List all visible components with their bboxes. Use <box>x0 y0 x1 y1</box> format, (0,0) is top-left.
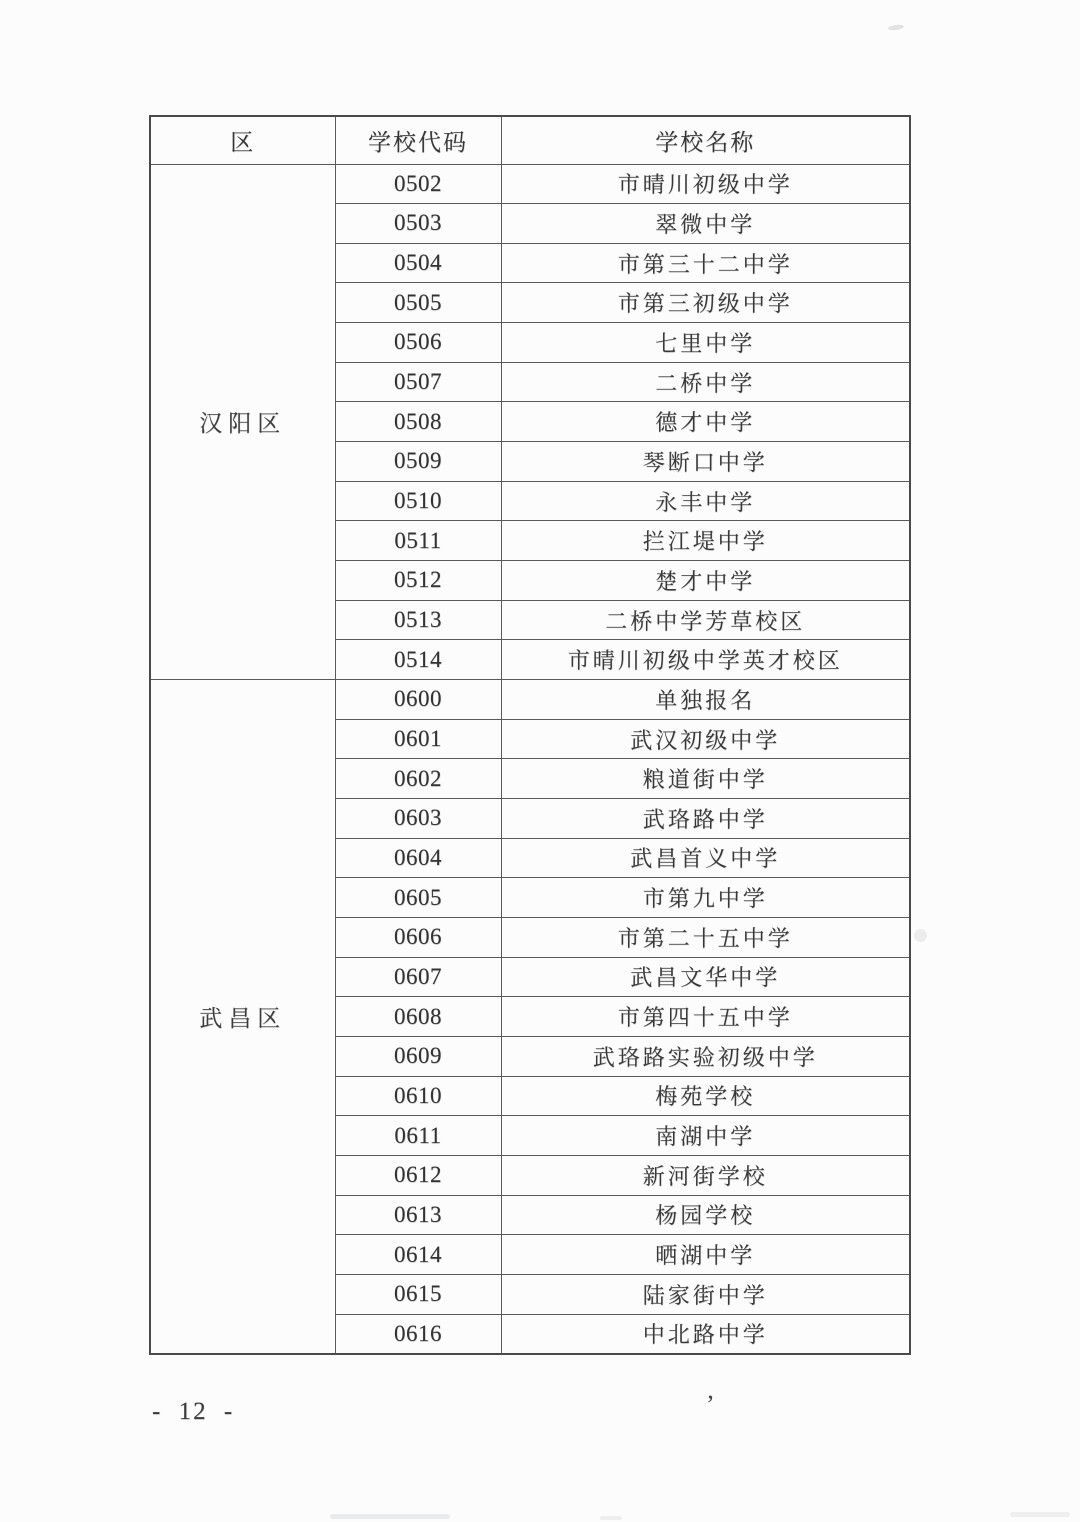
table-row <box>150 164 910 204</box>
school-name-cell: 市晴川初级中学 <box>501 164 910 204</box>
school-name-cell: 市第三十二中学 <box>501 243 910 283</box>
school-code-cell: 0504 <box>335 243 501 283</box>
school-code-cell: 0605 <box>335 878 501 918</box>
school-name-cell: 武昌首义中学 <box>501 838 910 878</box>
school-code-cell: 0608 <box>335 997 501 1037</box>
school-code-cell: 0615 <box>335 1274 501 1314</box>
school-name-cell: 市第三初级中学 <box>501 283 910 323</box>
table-header-row <box>150 116 910 164</box>
table-row <box>150 680 910 720</box>
school-code-cell: 0503 <box>335 204 501 244</box>
school-code-cell: 0604 <box>335 838 501 878</box>
school-name-cell: 翠微中学 <box>501 204 910 244</box>
header-school-name: 学校名称 <box>501 116 910 164</box>
school-name-cell: 楚才中学 <box>501 561 910 601</box>
school-code-cell: 0614 <box>335 1235 501 1275</box>
school-name-cell: 晒湖中学 <box>501 1235 910 1275</box>
school-name-cell: 市晴川初级中学英才校区 <box>501 640 910 680</box>
scan-artifact <box>888 24 905 31</box>
school-name-cell: 二桥中学 <box>501 362 910 402</box>
school-name-cell: 单独报名 <box>501 680 910 720</box>
school-code-cell: 0610 <box>335 1076 501 1116</box>
school-name-cell: 拦江堤中学 <box>501 521 910 561</box>
school-code-cell: 0606 <box>335 917 501 957</box>
school-code-cell: 0505 <box>335 283 501 323</box>
school-name-cell: 陆家街中学 <box>501 1274 910 1314</box>
school-name-cell: 中北路中学 <box>501 1314 910 1354</box>
school-code-cell: 0513 <box>335 600 501 640</box>
school-name-cell: 永丰中学 <box>501 481 910 521</box>
school-code-cell: 0601 <box>335 719 501 759</box>
school-code-cell: 0502 <box>335 164 501 204</box>
school-code-cell: 0508 <box>335 402 501 442</box>
stray-ink-mark: ’ <box>706 1390 715 1419</box>
school-code-cell: 0509 <box>335 442 501 482</box>
school-code-cell: 0506 <box>335 323 501 363</box>
school-code-cell: 0514 <box>335 640 501 680</box>
school-name-cell: 市第九中学 <box>501 878 910 918</box>
school-name-cell: 二桥中学芳草校区 <box>501 600 910 640</box>
school-name-cell: 粮道街中学 <box>501 759 910 799</box>
district-cell: 武昌区 <box>150 680 335 1354</box>
school-code-cell: 0511 <box>335 521 501 561</box>
header-school-code: 学校代码 <box>335 116 501 164</box>
school-code-cell: 0507 <box>335 362 501 402</box>
school-code-cell: 0512 <box>335 561 501 601</box>
school-name-cell: 市第四十五中学 <box>501 997 910 1037</box>
scan-artifact <box>330 1514 450 1519</box>
school-code-cell: 0607 <box>335 957 501 997</box>
school-code-table <box>149 115 911 1355</box>
scan-artifact <box>914 929 927 942</box>
school-code-cell: 0603 <box>335 799 501 839</box>
school-name-cell: 新河街学校 <box>501 1155 910 1195</box>
scan-artifact <box>600 1516 622 1520</box>
school-name-cell: 武昌文华中学 <box>501 957 910 997</box>
school-name-cell: 琴断口中学 <box>501 442 910 482</box>
school-code-cell: 0611 <box>335 1116 501 1156</box>
school-code-cell: 0612 <box>335 1155 501 1195</box>
school-code-cell: 0613 <box>335 1195 501 1235</box>
school-name-cell: 南湖中学 <box>501 1116 910 1156</box>
school-name-cell: 杨园学校 <box>501 1195 910 1235</box>
school-code-cell: 0602 <box>335 759 501 799</box>
school-code-cell: 0616 <box>335 1314 501 1354</box>
school-name-cell: 德才中学 <box>501 402 910 442</box>
district-cell: 汉阳区 <box>150 164 335 680</box>
school-name-cell: 武汉初级中学 <box>501 719 910 759</box>
page-number: - 12 - <box>152 1398 235 1425</box>
school-name-cell: 武珞路中学 <box>501 799 910 839</box>
school-name-cell: 七里中学 <box>501 323 910 363</box>
scan-artifact <box>1010 1512 1070 1517</box>
school-name-cell: 市第二十五中学 <box>501 917 910 957</box>
school-code-cell: 0609 <box>335 1036 501 1076</box>
school-name-cell: 武珞路实验初级中学 <box>501 1036 910 1076</box>
school-code-cell: 0510 <box>335 481 501 521</box>
header-district: 区 <box>150 116 335 164</box>
school-code-cell: 0600 <box>335 680 501 720</box>
school-name-cell: 梅苑学校 <box>501 1076 910 1116</box>
